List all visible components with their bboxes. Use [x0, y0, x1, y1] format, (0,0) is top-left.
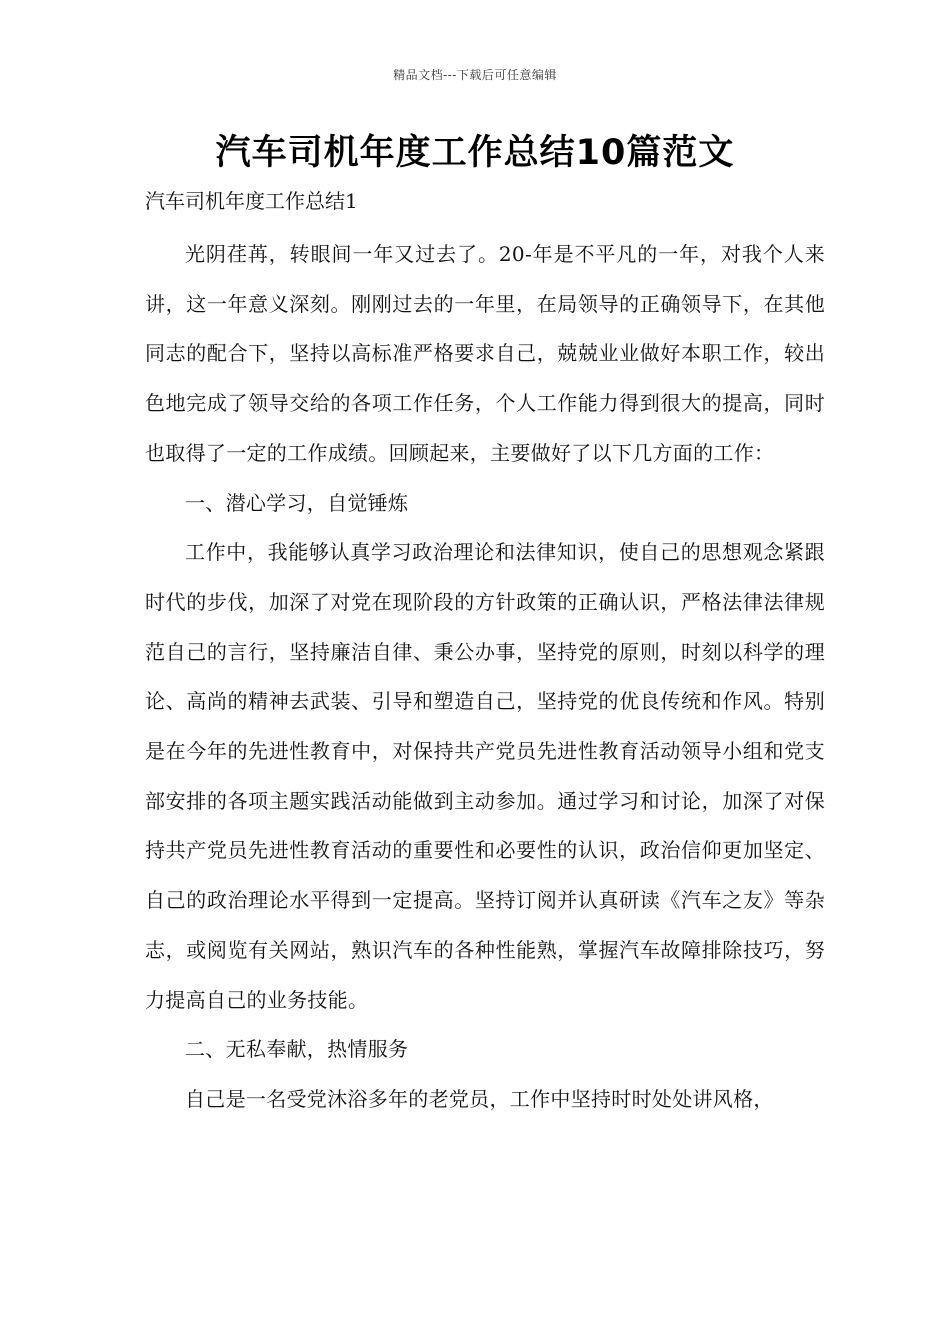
paragraph-study: 工作中，我能够认真学习政治理论和法律知识，使自己的思想观念紧跟时代的步伐，加深了对党在现阶段的方针政策的正确认识，严格法律法律规范自己的言行，坚持廉洁自律、秉公办事，坚持党的原则，时刻以科学的理论、高尚的精神去武装、引导和塑造自己，坚持党的优良传统和作风。特别是在今年的先进性教育中，对保持共产党员先进性教育活动领导小组和党支部安排的各项主题实践活动能做到主动参加。通过学习和讨论，加深了对保持共产党员先进性教育活动的重要性和必要性的认识，政治信仰更加坚定、自己的政治理论水平得到一定提高。坚持订阅并认真研读《汽车之友》等杂志，或阅览有关网站，熟识汽车的各种性能熟，掌握汽车故障排除技巧，努力提高自己的业务技能。: [145, 540, 825, 1012]
section-heading-1: 一、潜心学习，自觉锤炼: [185, 490, 409, 515]
section-subtitle: 汽车司机年度工作总结1: [145, 189, 358, 213]
header-note: 精品文档---下载后可任意编辑: [393, 68, 557, 82]
document-title: 汽车司机年度工作总结10篇范文: [215, 133, 735, 173]
section-heading-2: 二、无私奉献，热情服务: [185, 1037, 409, 1062]
paragraph-intro: 光阴荏苒，转眼间一年又过去了。20-年是不平凡的一年，对我个人来讲，这一年意义深刻。刚刚过去的一年里，在局领导的正确领导下，在其他同志的配合下，坚持以高标准严格要求自己，兢兢业业做好本职工作，较出色地完成了领导交给的各项工作任务，个人工作能力得到很大的提高，同时也取得了一定的工作成绩。回顾起来，主要做好了以下几方面的工作：: [145, 242, 825, 465]
document-body: [145, 230, 825, 1125]
paragraph-service: 自己是一名受党沐浴多年的老党员，工作中坚持时时处处讲风格，: [185, 1086, 774, 1111]
